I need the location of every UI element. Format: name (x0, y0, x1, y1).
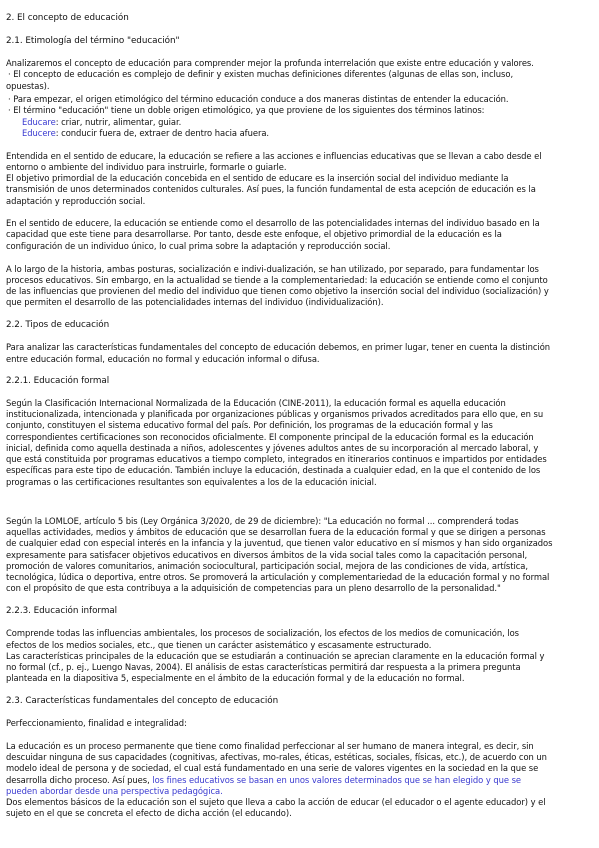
text-line: específicas para este tipo de educación. También incluye la educación, destinada a cualquier edad, en la que el contenido de los (6, 465, 541, 475)
text-line: sujeto en el que se concreta el efecto de dicha acción (el educando). (6, 808, 292, 818)
text-line: pueden abordar desde una perspectiva pedagógica. (6, 786, 223, 796)
text-segment: : criar, nutrir, alimentar, guiar. (55, 117, 182, 127)
text-line: La educación es un proceso permanente que tiene como finalidad perfeccionar al ser humano de manera integral, es decir, sin (6, 741, 534, 751)
text-line: Según la Clasificación Internacional Normalizada de la Educación (CINE-2011), la educación formal es aquella educación (6, 398, 506, 408)
highlighted-text: Educare (22, 117, 56, 127)
section-heading: 2. El concepto de educación (6, 13, 129, 23)
text-line (22, 117, 181, 127)
text-line: Entendida en el sentido de educare, la educación se refiere a las acciones e influencias educativas que se llevan a cabo desde el (6, 151, 542, 161)
text-line: que está constituida por programas educativos a tiempo completo, integrados en itinerarios continuos e impartidos por entidades (6, 454, 547, 464)
text-line: Perfeccionamiento, finalidad e integralidad: (6, 718, 187, 728)
text-segment: desarrolla dicho proceso. Así pues, (6, 775, 153, 785)
text-line: · Para empezar, el origen etimológico del término educación conduce a dos maneras distintas de entender la educación. (8, 94, 509, 104)
text-line: En el sentido de educere, la educación se entiende como el desarrollo de las potencialidades internas del individuo basado en la (6, 218, 540, 228)
text-line: descuidar ninguna de sus capacidades (cognitivas, afectivas, mo-rales, éticas, estéticas, sociales, físicas, etc.), de acuerdo con un (6, 752, 547, 762)
text-line: correspondientes certificaciones son reconocidos oficialmente. El componente principal de la educación formal es la educación (6, 432, 534, 442)
section-heading: 2.1. Etimología del término "educación" (6, 36, 180, 46)
text-line: que permiten el desarrollo de las potencialidades internas del individuo (individualización). (6, 297, 384, 307)
text-line: A lo largo de la historia, ambas posturas, socialización e indivi-dualización, se han utilizado, por separado, para fundamentar los (6, 264, 539, 274)
section-heading: 2.2.3. Educación informal (6, 606, 118, 616)
text-line: procesos educativos. Sin embargo, en la actualidad se tiende a la complementariedad: la educación se entiende como el conjunto (6, 275, 548, 285)
text-line (22, 128, 269, 138)
text-line: transmisión de unos determinados contenidos culturales. Así pues, la función fundamental de esta acepción de educación es la (6, 184, 536, 194)
text-line: institucionalizada, intencionada y planificada por organizaciones públicas y organismos privados acreditados para ello que, en su (6, 409, 544, 419)
text-line: Comprende todas las influencias ambientales, los procesos de socialización, los efectos de los medios de comunicación, los (6, 628, 519, 638)
text-line: entre educación formal, educación no formal y educación informal o difusa. (6, 354, 320, 364)
highlighted-text: los fines educativos se basan en unos valores determinados que se han elegido y que se (152, 775, 522, 785)
text-line: Dos elementos básicos de la educación son el sujeto que lleva a cabo la acción de educar (el educador o el agente educador) y el (6, 797, 546, 807)
text-line: aquellas actividades, medios y ámbitos de educación que se desarrollan fuera de la educación formal y que se dirigen a personas (6, 527, 546, 537)
text-line: de las influencias que provienen del medio del individuo que tienen como objetivo la inserción social del individuo (socialización) y (6, 286, 549, 296)
text-line: planteada en la diapositiva 5, especialmente en el ámbito de la educación formal y de la educación no formal. (6, 673, 465, 683)
text-line: conjunto, constituyen el sistema educativo formal del país. Por definición, los programas de la educación formal y las (6, 420, 493, 430)
text-line: · El concepto de educación es complejo de definir y existen muchas definiciones diferentes (algunas de ellas son, incluso, (8, 69, 514, 79)
text-line: inicial, definida como aquella destinada a niños, adolescentes y jóvenes adultos antes de su incorporación al mercado laboral, y (6, 443, 539, 453)
section-heading: 2.2.1. Educación formal (6, 376, 110, 386)
text-line: tecnológica, lúdica o deportiva, entre otros. Se promoverá la articulación y complementariedad de la educación formal y no formal (6, 572, 550, 582)
text-line: no formal (cf., p. ej., Luengo Navas, 2004). El análisis de estas características permitirá dar respuesta a la primera pregunta (6, 662, 521, 672)
section-heading: 2.3. Características fundamentales del concepto de educación (6, 696, 279, 706)
text-line: El objetivo primordial de la educación concebida en el sentido de educare es la inserción social del individuo mediante la (6, 173, 509, 183)
text-line: expresamente para satisfacer objetivos educativos en diversos ámbitos de la vida social tales como la capacitación personal, (6, 550, 528, 560)
text-line: entorno o ambiente del individuo para instruirle, formarle o guiarle. (6, 162, 287, 172)
text-line: modelo ideal de persona y de sociedad, el cual está fundamentado en una serie de valores vigentes en la sociedad en la que se (6, 763, 539, 773)
text-line: Analizaremos el concepto de educación para comprender mejor la profunda interrelación que existe entre educación y valores. (6, 58, 534, 68)
text-line: de cualquier edad con especial interés en la infancia y la juventud, que tienen valor educativo en sí mismos y han sido organizados (6, 538, 553, 548)
text-line: con el propósito de que esta contribuya a la adquisición de competencias para un pleno desarrollo de la personalidad." (6, 583, 501, 593)
text-line: adaptación y reproducción social. (6, 196, 146, 206)
text-line: Según la LOMLOE, artículo 5 bis (Ley Orgánica 3/2020, de 29 de diciembre): "La educación no formal ... comprenderá todas (6, 516, 519, 526)
text-segment: : conducir fuera de, extraer de dentro hacia afuera. (55, 128, 270, 138)
text-line: opuestas). (6, 81, 50, 91)
text-line: Para analizar las características fundamentales del concepto de educación debemos, en primer lugar, tener en cuenta la distinción (6, 342, 551, 352)
text-line: programas o las certificaciones resultantes son equivalentes a los de la educación inicial. (6, 477, 377, 487)
text-line: Las características principales de la educación que se estudiarán a continuación se aprecian claramente en la educación formal y (6, 651, 545, 661)
text-line: promoción de valores comunitarios, animación sociocultural, participación social, mejora de las condiciones de vida, artística, (6, 561, 528, 571)
text-line (6, 775, 521, 785)
text-line: capacidad que este tiene para desarrollarse. Por tanto, desde este enfoque, el objetivo primordial de la educación es la (6, 229, 502, 239)
highlighted-text: Educere (22, 128, 56, 138)
text-line: configuración de un individuo único, lo cual prima sobre la adaptación y reproducción social. (6, 241, 391, 251)
text-line: efectos de los medios sociales, etc., que tienen un carácter asistemático y escasamente estructurado. (6, 640, 432, 650)
section-heading: 2.2. Tipos de educación (6, 320, 110, 330)
text-line: · El término "educación" tiene un doble origen etimológico, ya que proviene de los siguientes dos términos latinos: (8, 105, 485, 115)
